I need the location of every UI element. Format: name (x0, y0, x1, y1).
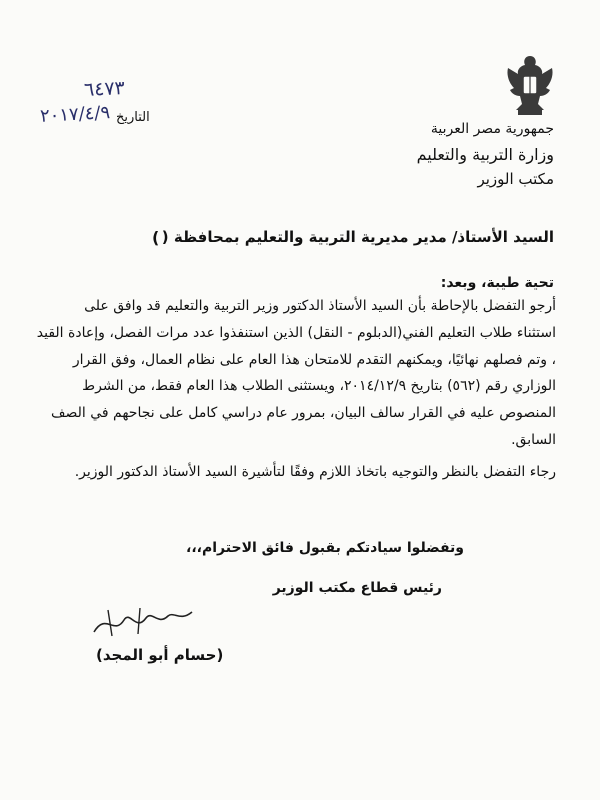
date-value: ٢٠١٧/٤/٩ (39, 102, 111, 127)
ministry-name: وزارة التربية والتعليم (416, 145, 554, 164)
body-line: استثناء طلاب التعليم الفني(الدبلوم - النقل) الذين استنفذوا عدد مرات الفصل، وإعادة القيد (36, 325, 556, 341)
signature-icon (88, 602, 198, 642)
addressee-close-bracket: ) (152, 228, 160, 247)
office-name: مكتب الوزير (477, 170, 554, 188)
body-line: أرجو التفضل بالإحاطة بأن السيد الأستاذ الدكتور وزير التربية والتعليم قد وافق على (84, 298, 556, 314)
body-line: المنصوص عليه في القرار سالف البيان، بمرور عام دراسي كامل على نجاحهم في الصف (50, 405, 556, 421)
request-line: رجاء التفضل بالنظر والتوجيه باتخاذ اللازم وفقًا لتأشيرة السيد الأستاذ الدكتور الوزير. (74, 464, 556, 480)
date-label: التاريخ (116, 110, 150, 125)
signer-title: رئيس قطاع مكتب الوزير (272, 580, 442, 596)
closing-line: وتفضلوا سيادتكم بقبول فائق الاحترام،،، (186, 540, 464, 556)
signer-name: (حسام أبو المجد) (96, 646, 224, 664)
country-name: جمهورية مصر العربية (430, 121, 554, 137)
body-line: الوزاري رقم (٥٦٢) بتاريخ ٢٠١٤/١٢/٩، ويستثنى الطلاب هذا العام فقط، من الشرط (82, 378, 556, 394)
body-line: السابق. (511, 432, 556, 448)
greeting: تحية طيبة، وبعد: (440, 275, 554, 291)
addressee-line: السيد الأستاذ/ مدير مديرية التربية والتعليم بمحافظة ( (161, 228, 554, 246)
eagle-emblem-icon (500, 52, 560, 118)
body-line: ، وتم فصلهم نهائيًا، ويمكنهم التقدم للامتحان هذا العام على نظام العمال، وفق القرار (72, 352, 556, 368)
reference-number: ٦٤٧٣ (83, 76, 126, 102)
